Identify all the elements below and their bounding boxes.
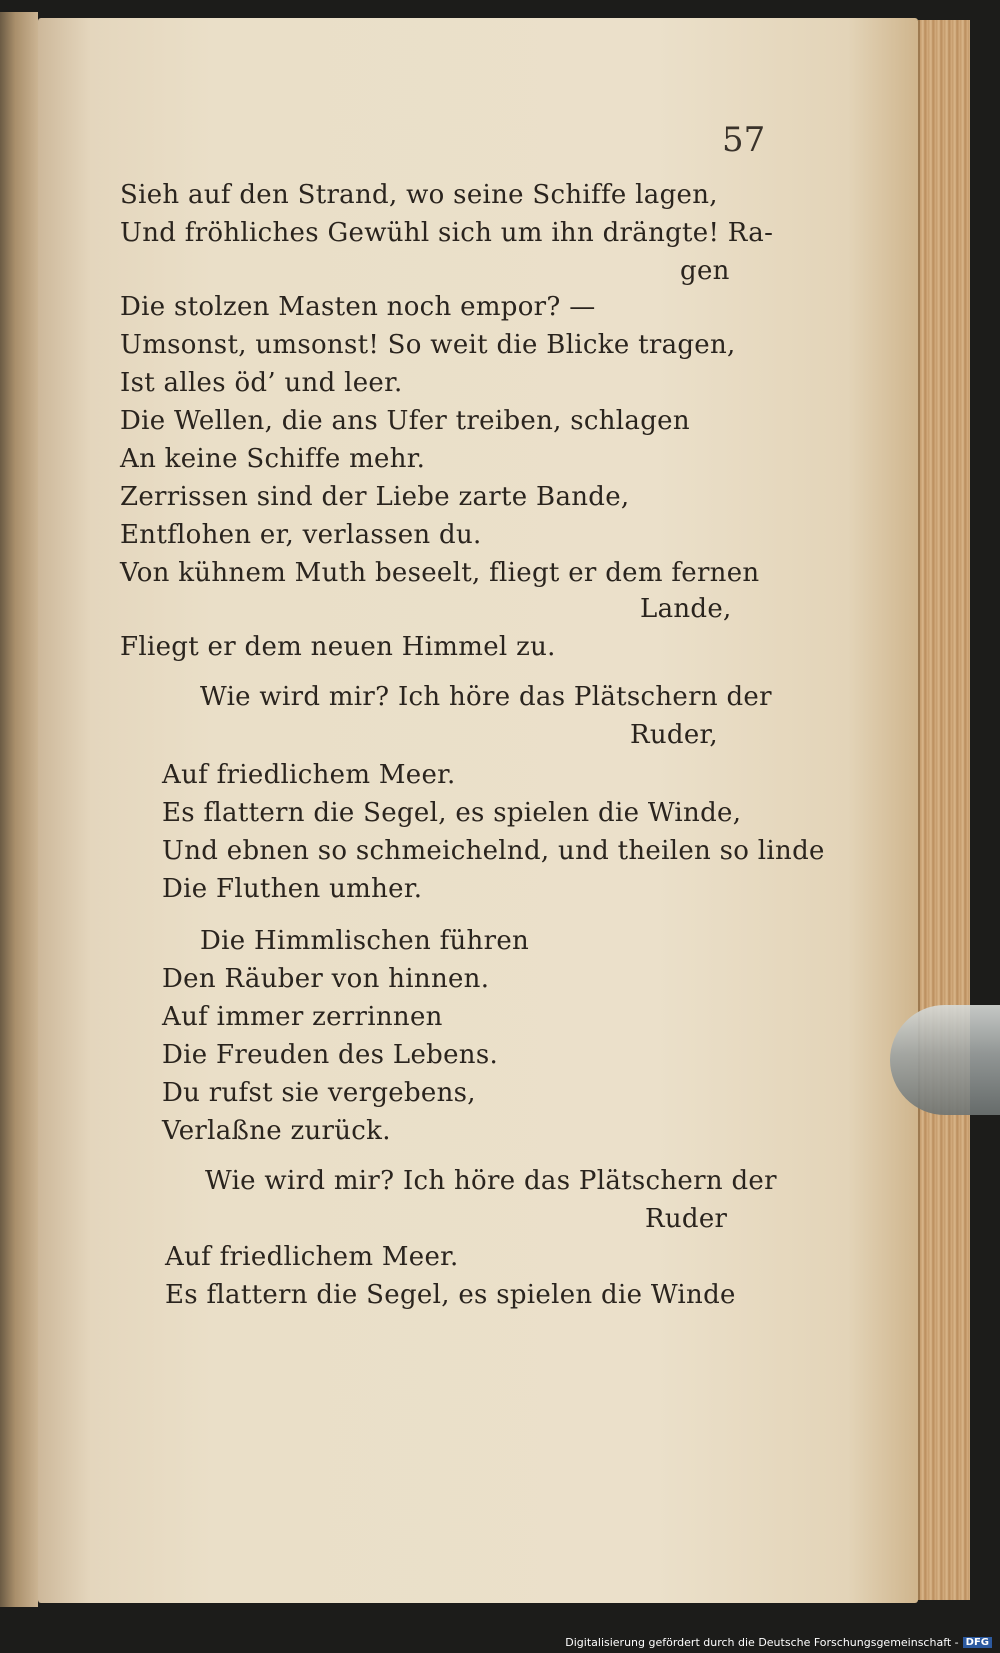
text-line: Den Räuber von hinnen. <box>162 964 490 994</box>
text-line: Es flattern die Segel, es spielen die Winde <box>165 1280 736 1310</box>
text-line: Und ebnen so schmeichelnd, und theilen so linde <box>162 836 825 866</box>
dfg-logo: DFG <box>963 1637 992 1648</box>
text-line: Wie wird mir? Ich höre das Plätschern der <box>200 682 772 712</box>
text-line: Wie wird mir? Ich höre das Plätschern der <box>205 1166 777 1196</box>
text-line: Zerrissen sind der Liebe zarte Bande, <box>120 482 630 512</box>
text-line: Sieh auf den Strand, wo seine Schiffe lagen, <box>120 180 718 210</box>
page-number: 57 <box>722 120 766 160</box>
text-line: An keine Schiffe mehr. <box>120 444 426 474</box>
text-line: Umsonst, umsonst! So weit die Blicke tragen, <box>120 330 736 360</box>
text-line: Die Freuden des Lebens. <box>162 1040 499 1070</box>
text-line: Auf friedlichem Meer. <box>162 760 456 790</box>
text-line: Die Wellen, die ans Ufer treiben, schlagen <box>120 406 690 436</box>
text-line: Ruder <box>645 1204 728 1234</box>
text-line: Die stolzen Masten noch empor? — <box>120 292 596 322</box>
text-line: Die Fluthen umher. <box>162 874 423 904</box>
text-line: Entflohen er, verlassen du. <box>120 520 482 550</box>
text-line: Die Himmlischen führen <box>200 926 530 956</box>
text-line: Von kühnem Muth beseelt, fliegt er dem fernen <box>120 558 760 588</box>
text-line: Auf immer zerrinnen <box>162 1002 443 1032</box>
credit-text: Digitalisierung gefördert durch die Deutsche Forschungsgemeinschaft - <box>565 1636 959 1649</box>
text-line: Verlaßne zurück. <box>162 1116 391 1146</box>
text-line: Und fröhliches Gewühl sich um ihn drängte! Ra- <box>120 218 774 248</box>
text-line: Auf friedlichem Meer. <box>165 1242 459 1272</box>
digitization-credit <box>565 1636 992 1649</box>
text-line: Ist alles öd’ und leer. <box>120 368 403 398</box>
text-line: Es flattern die Segel, es spielen die Winde, <box>162 798 742 828</box>
text-line: Fliegt er dem neuen Himmel zu. <box>120 632 556 662</box>
text-line: gen <box>680 256 730 286</box>
text-line: Lande, <box>640 594 732 624</box>
text-line: Ruder, <box>630 720 718 750</box>
text-line: Du rufst sie vergebens, <box>162 1078 476 1108</box>
